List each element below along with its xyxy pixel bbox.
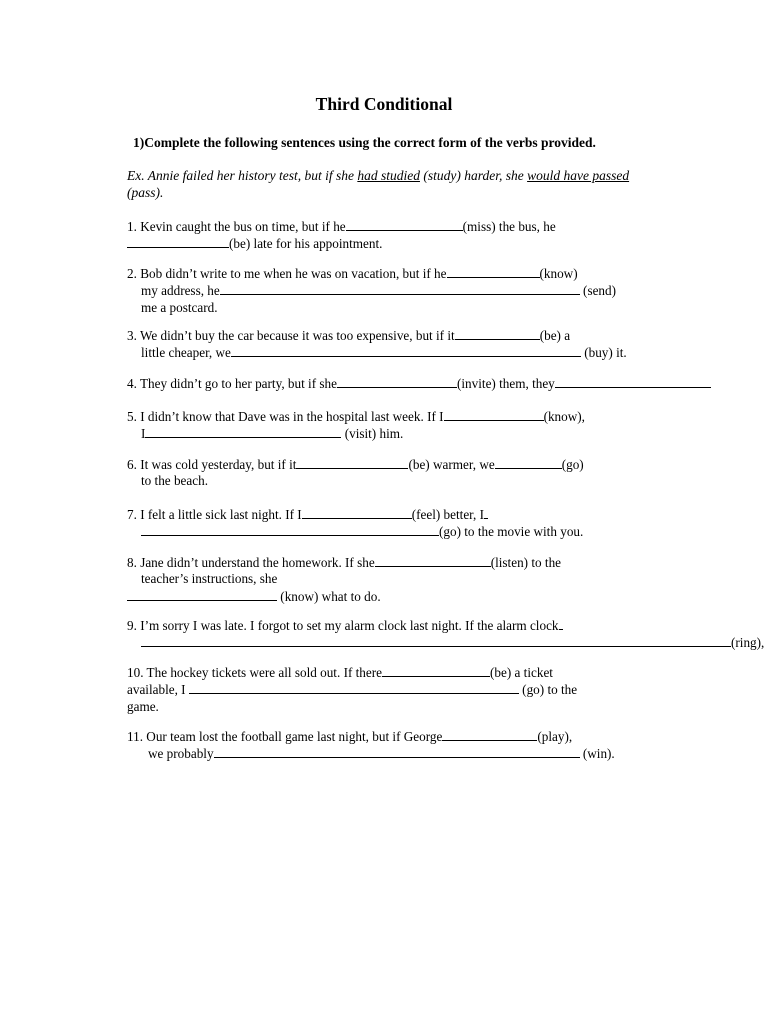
q4-text-a: 4. They didn’t go to her party, but if she bbox=[127, 376, 337, 391]
q2-text-d: (send) bbox=[579, 283, 617, 299]
q8-blank-2[interactable] bbox=[127, 588, 277, 601]
q1-blank-1[interactable] bbox=[346, 218, 463, 231]
q9-text-b: (ring), bbox=[731, 635, 765, 651]
example-text-2: (study) harder, she bbox=[419, 168, 528, 183]
q8-text-a: 8. Jane didn’t understand the homework. If she bbox=[127, 555, 375, 570]
q1-text-b: (miss) the bus, he bbox=[462, 219, 556, 234]
example-text-1: Ex. Annie failed her history test, but if she bbox=[127, 168, 358, 183]
q3-blank-1[interactable] bbox=[455, 327, 540, 340]
q6-text-a: 6. It was cold yesterday, but if it bbox=[127, 457, 297, 472]
q2-text-a: 2. Bob didn’t write to me when he was on vacation, but if he bbox=[127, 266, 447, 281]
q8-text-d: (know) what to do. bbox=[277, 588, 381, 604]
q11-blank-2[interactable] bbox=[214, 745, 580, 758]
q4-blank-2[interactable] bbox=[555, 375, 711, 388]
q11-text-c: we probably bbox=[148, 746, 214, 762]
question-2 bbox=[127, 265, 616, 316]
q5-blank-2[interactable] bbox=[145, 425, 341, 438]
q11-text-a: 11. Our team lost the football game last night, but if George bbox=[127, 729, 443, 744]
q2-blank-1[interactable] bbox=[447, 265, 540, 278]
q10-text-b: (be) a ticket bbox=[490, 665, 553, 680]
q8-text-c: teacher’s instructions, she bbox=[141, 571, 278, 587]
q7-text-c: (go) to the movie with you. bbox=[439, 524, 584, 540]
q3-text-b: (be) a bbox=[539, 328, 571, 343]
question-10 bbox=[127, 664, 577, 715]
q8-blank-1[interactable] bbox=[375, 554, 491, 567]
q10-text-c: available, I bbox=[127, 682, 189, 698]
example-answer-1: had studied bbox=[357, 168, 420, 183]
q7-blank-2[interactable] bbox=[141, 523, 439, 536]
q8-text-b: (listen) to the bbox=[490, 555, 562, 570]
q11-blank-1[interactable] bbox=[442, 728, 537, 741]
question-6 bbox=[127, 456, 584, 490]
q10-blank-2[interactable] bbox=[189, 681, 519, 694]
q5-text-a: 5. I didn’t know that Dave was in the hospital last week. If I bbox=[127, 409, 444, 424]
question-5 bbox=[127, 408, 585, 443]
instruction-text: 1)Complete the following sentences using the correct form of the verbs provided. bbox=[133, 135, 596, 150]
q7-blank-1[interactable] bbox=[302, 506, 412, 519]
question-4 bbox=[127, 375, 711, 392]
q1-blank-2[interactable] bbox=[127, 235, 229, 248]
q6-blank-1[interactable] bbox=[296, 456, 408, 469]
question-9 bbox=[127, 617, 764, 652]
q7-blank-1b[interactable] bbox=[484, 506, 488, 519]
q11-text-d: (win). bbox=[579, 746, 615, 762]
q6-text-c: (go) bbox=[561, 457, 584, 472]
question-7 bbox=[127, 506, 583, 541]
q10-text-e: game. bbox=[127, 698, 159, 714]
question-8 bbox=[127, 554, 561, 605]
page-title: Third Conditional bbox=[315, 94, 453, 114]
q3-text-c: little cheaper, we bbox=[141, 345, 231, 361]
q3-blank-2[interactable] bbox=[231, 344, 581, 357]
q10-text-d: (go) to the bbox=[518, 682, 578, 698]
q1-text-a: 1. Kevin caught the bus on time, but if he bbox=[127, 219, 346, 234]
q4-text-b: (invite) them, they bbox=[457, 376, 555, 391]
q9-text-a: 9. I’m sorry I was late. I forgot to set my alarm clock last night. If the alarm clock bbox=[127, 618, 559, 633]
question-3 bbox=[127, 327, 627, 362]
q6-blank-2[interactable] bbox=[495, 456, 562, 469]
q5-text-c: I bbox=[141, 426, 146, 442]
q6-text-d: to the beach. bbox=[141, 473, 209, 489]
q7-text-b: (feel) better, I bbox=[411, 507, 485, 522]
example-answer-2: would have passed bbox=[527, 168, 630, 183]
q4-blank-1[interactable] bbox=[337, 375, 457, 388]
example-sentence bbox=[127, 168, 647, 201]
q2-text-c: my address, he bbox=[141, 283, 220, 299]
q5-text-b: (know), bbox=[543, 409, 585, 424]
q11-text-b: (play), bbox=[537, 729, 573, 744]
q10-text-a: 10. The hockey tickets were all sold out. If there bbox=[127, 665, 382, 680]
q5-text-d: (visit) him. bbox=[341, 426, 404, 442]
q1-text-c: (be) late for his appointment. bbox=[229, 236, 383, 252]
q3-text-a: 3. We didn’t buy the car because it was too expensive, but if it bbox=[127, 328, 455, 343]
q3-text-d: (buy) it. bbox=[580, 345, 627, 361]
q2-blank-2[interactable] bbox=[220, 282, 580, 295]
q9-blank-1a[interactable] bbox=[559, 617, 563, 630]
example-text-3: (pass). bbox=[127, 184, 164, 200]
question-11 bbox=[127, 728, 615, 763]
q10-blank-1[interactable] bbox=[382, 664, 490, 677]
q5-blank-1[interactable] bbox=[444, 408, 544, 421]
q2-text-b: (know) bbox=[539, 266, 578, 281]
q7-text-a: 7. I felt a little sick last night. If I bbox=[127, 507, 302, 522]
q2-text-e: me a postcard. bbox=[141, 299, 218, 315]
q9-blank-1[interactable] bbox=[141, 634, 731, 647]
q6-text-b: (be) warmer, we bbox=[408, 457, 495, 472]
question-1 bbox=[127, 218, 556, 253]
